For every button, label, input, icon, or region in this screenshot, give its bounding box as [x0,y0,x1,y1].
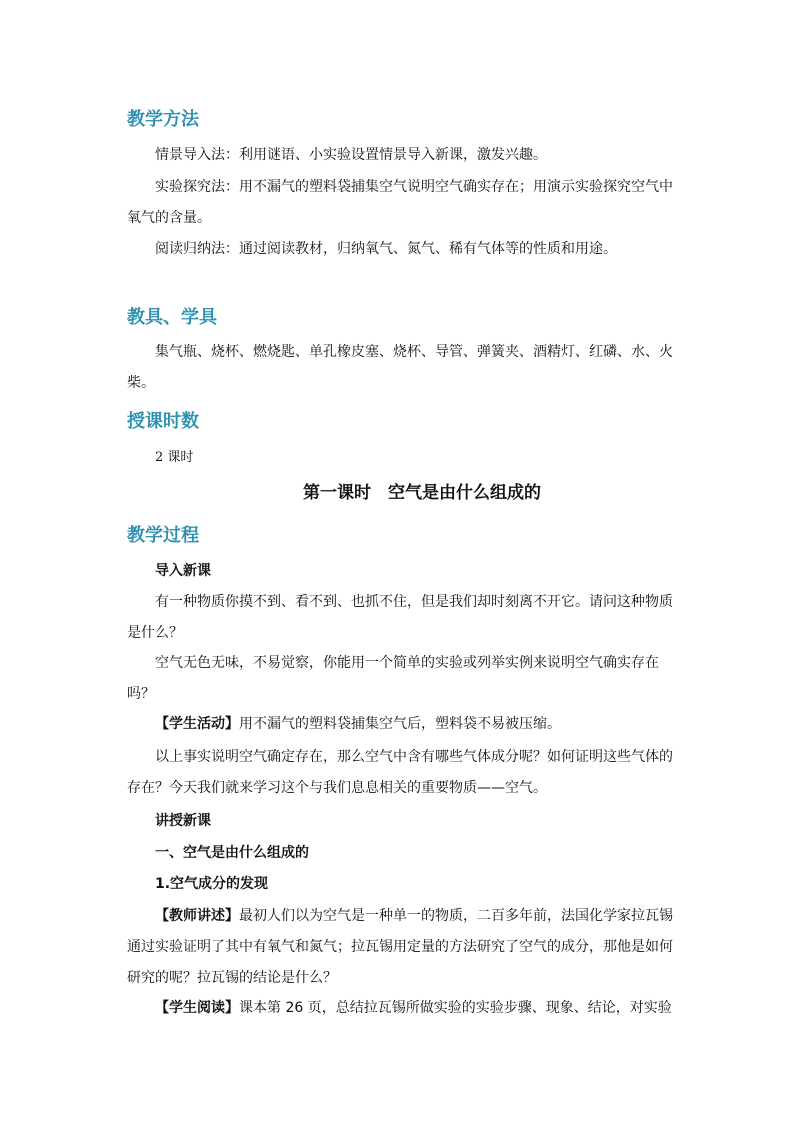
teacher-narration [127,901,675,994]
student-reading-label: 【学生阅读】 [155,1000,239,1016]
section-1-heading: 一、空气是由什么组成的 [155,845,309,861]
teacher-narration-text: 最初人们以为空气是一种单一的物质，二百多年前，法国化学家拉瓦锡通过实验证明了其中有氧气和氮气；拉瓦锡用定量的方法研究了空气的成分，那他是如何研究的呢？拉瓦锡的结论是什么？ [127,908,673,986]
method-item-1: 情景导入法：利用谜语、小实验设置情景导入新课，激发兴趣。 [155,147,547,163]
intro-paragraph-2: 空气无色无味，不易觉察，你能用一个简单的实验或列举实例来说明空气确实存在吗？ [127,655,659,702]
tools-text: 集气瓶、烧杯、燃烧匙、单孔橡皮塞、烧杯、导管、弹簧夹、酒精灯、红磷、水、火柴。 [127,344,673,391]
new-lesson-heading: 讲授新课 [155,813,211,829]
process-heading: 教学过程 [127,525,199,546]
section-1-1-heading: 1.空气成分的发现 [155,876,269,892]
hours-heading: 授课时数 [127,411,199,432]
intro-heading: 导入新课 [155,563,211,579]
method-item-3: 阅读归纳法：通过阅读教材，归纳氧气、氮气、稀有气体等的性质和用途。 [155,241,617,257]
teacher-narration-label: 【教师讲述】 [155,908,239,924]
student-activity [127,709,675,740]
intro-paragraph-1: 有一种物质你摸不到、看不到、也抓不住，但是我们却时刻离不开它。请问这种物质是什么？ [127,594,673,641]
student-activity-text: 用不漏气的塑料袋捕集空气后，塑料袋不易被压缩。 [239,716,561,732]
student-activity-label: 【学生活动】 [155,716,239,732]
methods-heading: 教学方法 [127,109,199,130]
hours-text: 2 课时 [155,450,194,465]
lesson-title: 第一课时 空气是由什么组成的 [303,483,541,503]
tools-heading: 教具、学具 [127,307,217,328]
student-reading [127,993,675,1024]
intro-paragraph-3: 以上事实说明空气确定存在，那么空气中含有哪些气体成分呢？如何证明这些气体的存在？今天我们就来学习这个与我们息息相关的重要物质——空气。 [127,749,673,796]
student-reading-text: 课本第 26 页，总结拉瓦锡所做实验的实验步骤、现象、结论，对实验 [239,1000,672,1016]
method-item-2: 实验探究法：用不漏气的塑料袋捕集空气说明空气确实存在；用演示实验探究空气中氧气的含量。 [127,179,673,226]
